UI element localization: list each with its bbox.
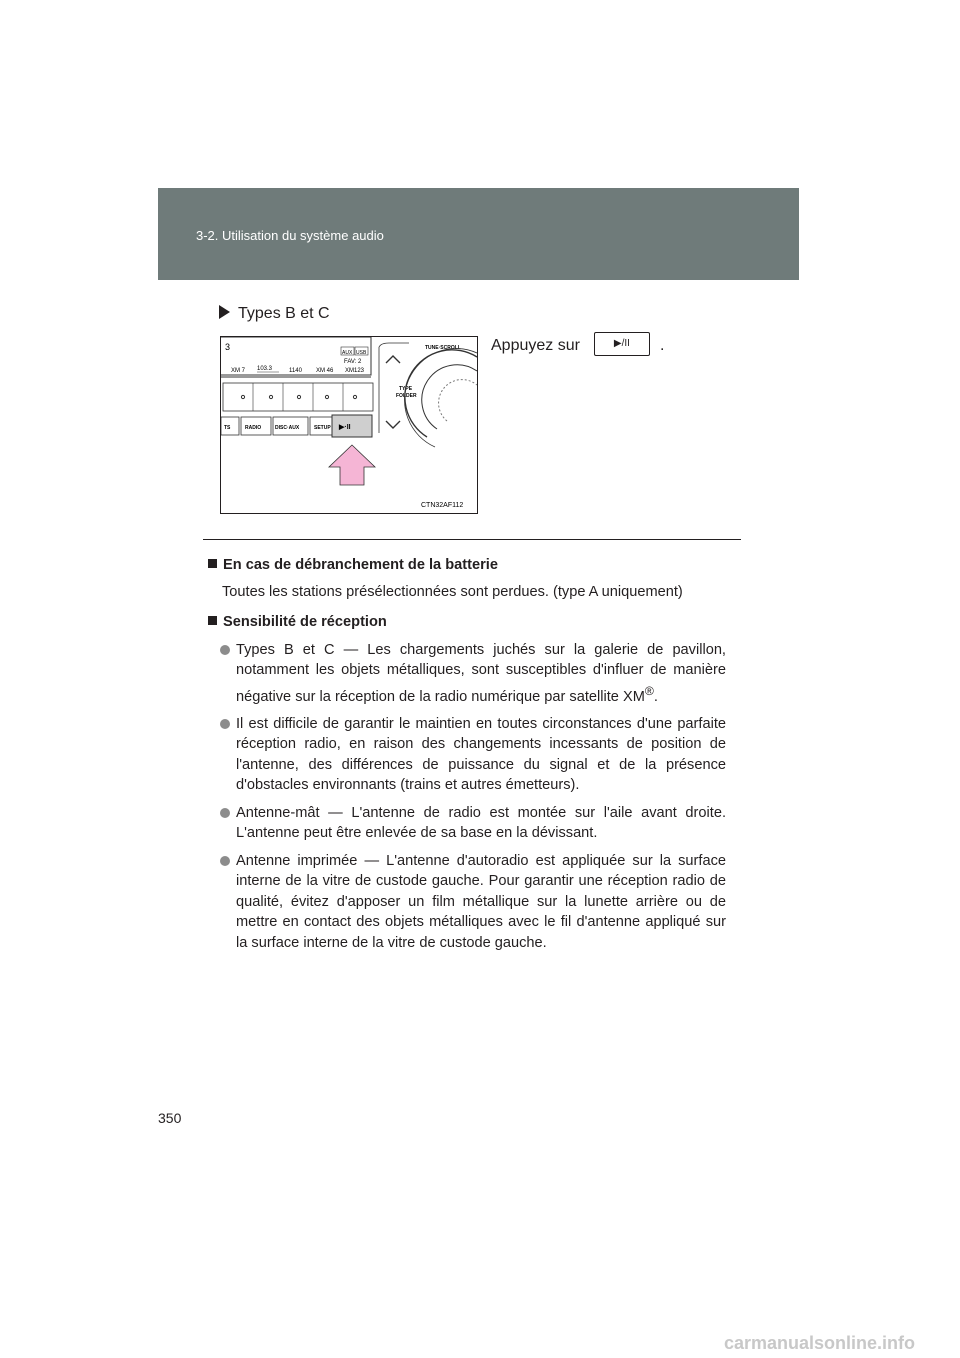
round-bullet-icon [220,856,230,866]
note-bullets [208,640,726,954]
note-bullet-3 [214,803,726,844]
page-number: 350 [158,1110,182,1126]
note-title-text: En cas de débranchement de la batterie [223,557,498,573]
audio-panel-drawing [221,337,477,513]
instruction-text: Appuyez sur [491,337,580,355]
sub-heading [219,305,330,323]
notes-section [208,555,726,953]
display-preset-4: XM 46 [316,368,334,374]
instruction-period: . [659,337,665,355]
type-label: TYPE [399,386,413,392]
section-divider [203,539,741,540]
section-breadcrumb: 3-2. Utilisation du système audio [196,228,384,243]
audio-panel-illustration [220,336,478,514]
play-pause-key-icon: ▶/II [594,332,650,356]
square-bullet-icon [208,616,217,625]
note-title-battery [208,555,726,576]
bullet-text: Types B et C — Les chargements juchés sur la galerie de pavillon, notamment les objets métalliques, sont susceptibles d'influer de manière négative sur la réception de la radio numérique par satellite XM [236,641,726,705]
bullet-text: Il est difficile de garantir le maintien en toutes circonstances d'une parfaite réception radio, en raison des changements incessants de position de l'antenne, des différences de puissance du signal et de la présence d'obstacles environnants (trains et autres émetteurs). [236,715,726,794]
note-bullet-2 [214,714,726,796]
figure-code: CTN32AF112 [421,502,464,509]
round-bullet-icon [220,645,230,655]
display-fav: FAV: 2 [344,359,362,365]
button-setup-label: SETUP [314,425,331,431]
registered-mark: ® [644,683,654,698]
note-bullet-1 [214,640,726,707]
badge-aux: AUX [342,350,353,356]
note-title-reception [208,612,726,633]
button-radio-label: RADIO [245,425,262,431]
pointer-arrow-icon [329,445,375,485]
button-play-pause-label: ▶·II [339,424,351,431]
display-preset-2: 103.3 [257,366,273,372]
display-preset-5: XM123 [345,368,365,374]
watermark: carmanualsonline.info [724,1333,916,1353]
square-bullet-icon [208,559,217,568]
button-disc-aux-label: DISC·AUX [275,425,300,431]
bullet-text: Antenne-mât — L'antenne de radio est montée sur l'aile avant droite. L'antenne peut être enlevée de sa base en la dévissant. [236,804,726,842]
round-bullet-icon [220,808,230,818]
display-preset-1: XM 7 [231,368,246,374]
bullet-tail: . [653,688,658,705]
round-bullet-icon [220,719,230,729]
bullet-text: Antenne imprimée — L'antenne d'autoradio est appliquée sur la surface interne de la vitre de custode gauche. Pour garantir une réception radio de qualité, évitez d'apposer un film métallique sur la lunette arrière ou de mettre en contact des objets métalliques avec le fil d'antenne appliqué sur la surface interne de la vitre de custode gauche. [236,852,726,951]
note-bullet-4 [214,851,726,954]
tune-scroll-label: TUNE·SCROLL [425,345,461,351]
button-ts-label: TS [224,425,231,431]
display-preset-3: 1140 [289,368,302,374]
note-title-text: Sensibilité de réception [223,614,387,630]
badge-usb: USB [356,350,367,356]
note-body-battery: Toutes les stations présélectionnées sont perdues. (type A uniquement) [222,583,683,600]
sub-heading-text: Types B et C [238,305,330,322]
instruction [491,334,664,358]
header-band [158,188,799,280]
folder-label: FOLDER [396,393,417,399]
display-channel: 3 [225,342,231,352]
triangle-bullet-icon [219,305,230,319]
